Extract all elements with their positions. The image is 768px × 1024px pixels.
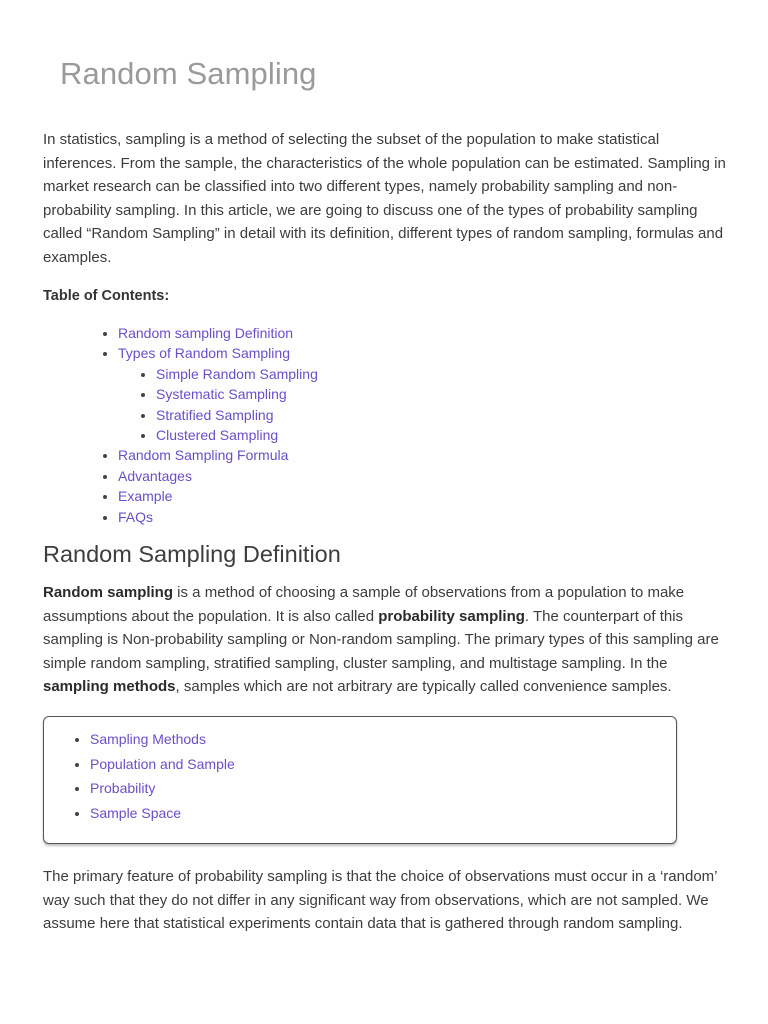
toc-link-simple-random[interactable]: Simple Random Sampling (156, 365, 318, 382)
toc-subitem (156, 405, 318, 425)
bold-term-sampling-methods: sampling methods (43, 678, 176, 696)
toc-heading: Table of Contents: (43, 288, 170, 304)
toc-link-stratified[interactable]: Stratified Sampling (156, 406, 274, 423)
bold-term-probability-sampling: probability sampling (378, 607, 525, 625)
toc-item (118, 445, 318, 465)
related-link-item (90, 727, 676, 752)
toc-item (118, 486, 318, 506)
toc-link-clustered[interactable]: Clustered Sampling (156, 427, 279, 444)
toc-subitem (156, 364, 318, 384)
toc-link-types[interactable]: Types of Random Sampling (118, 345, 290, 362)
toc-link-definition[interactable]: Random sampling Definition (118, 325, 294, 341)
toc-subitem (156, 384, 318, 404)
toc-link-advantages[interactable]: Advantages (118, 467, 192, 484)
toc-item (118, 323, 318, 343)
related-link-sampling-methods[interactable]: Sampling Methods (90, 731, 206, 747)
section-heading-definition: Random Sampling Definition (43, 541, 341, 567)
toc-link-formula[interactable]: Random Sampling Formula (118, 447, 289, 464)
toc-link-example[interactable]: Example (118, 488, 173, 505)
related-link-population-and-sample[interactable]: Population and Sample (90, 755, 235, 772)
related-link-item (90, 776, 676, 801)
intro-paragraph: In statistics, sampling is a method of selecting the subset of the population to make statistical inferences. From the sample, the characteristics of the whole population can be estimated. Sampling in market research can be classified into two different types, namely probability sampling and non-probability sampling. In this article, we are going to discuss one of the types of probability sampling called “Random Sampling” in detail with its definition, different types of random sampling, formulas and examples. (43, 131, 726, 266)
closing-paragraph: The primary feature of probability sampling is that the choice of observations must occur in a ‘random’ way such that they do not differ in any significant way from observations, which are not sampled. We assume here that statistical experiments contain data that is gathered through random sampling. (43, 868, 717, 933)
bold-term-random-sampling: Random sampling (43, 584, 174, 601)
related-link-probability[interactable]: Probability (90, 780, 156, 797)
toc-item (118, 343, 318, 445)
related-link-item (90, 752, 676, 777)
toc-item (118, 466, 318, 486)
toc-item (118, 507, 318, 527)
toc-subitem (156, 425, 318, 445)
definition-paragraph (43, 581, 733, 699)
page-title: Random Sampling (60, 56, 317, 91)
toc-link-systematic[interactable]: Systematic Sampling (156, 386, 287, 403)
related-link-sample-space[interactable]: Sample Space (90, 804, 182, 821)
toc-sublist (118, 364, 318, 446)
related-links-box (43, 716, 677, 844)
definition-text-1: is a method of choosing a sample of observations from a population to make assumptions about the population. It is also called (43, 584, 685, 625)
related-links-list (44, 717, 676, 825)
definition-text-2: . The counterpart of this sampling is Non-probability sampling or Non-random sampling. The primary types of this sampling are simple random sampling, stratified sampling, cluster sampling, and multistage sampling. In the (43, 607, 719, 672)
table-of-contents (58, 323, 318, 527)
related-link-item (90, 801, 676, 826)
toc-link-faqs[interactable]: FAQs (118, 508, 154, 525)
definition-text-3: , samples which are not arbitrary are typically called convenience samples. (175, 678, 672, 696)
